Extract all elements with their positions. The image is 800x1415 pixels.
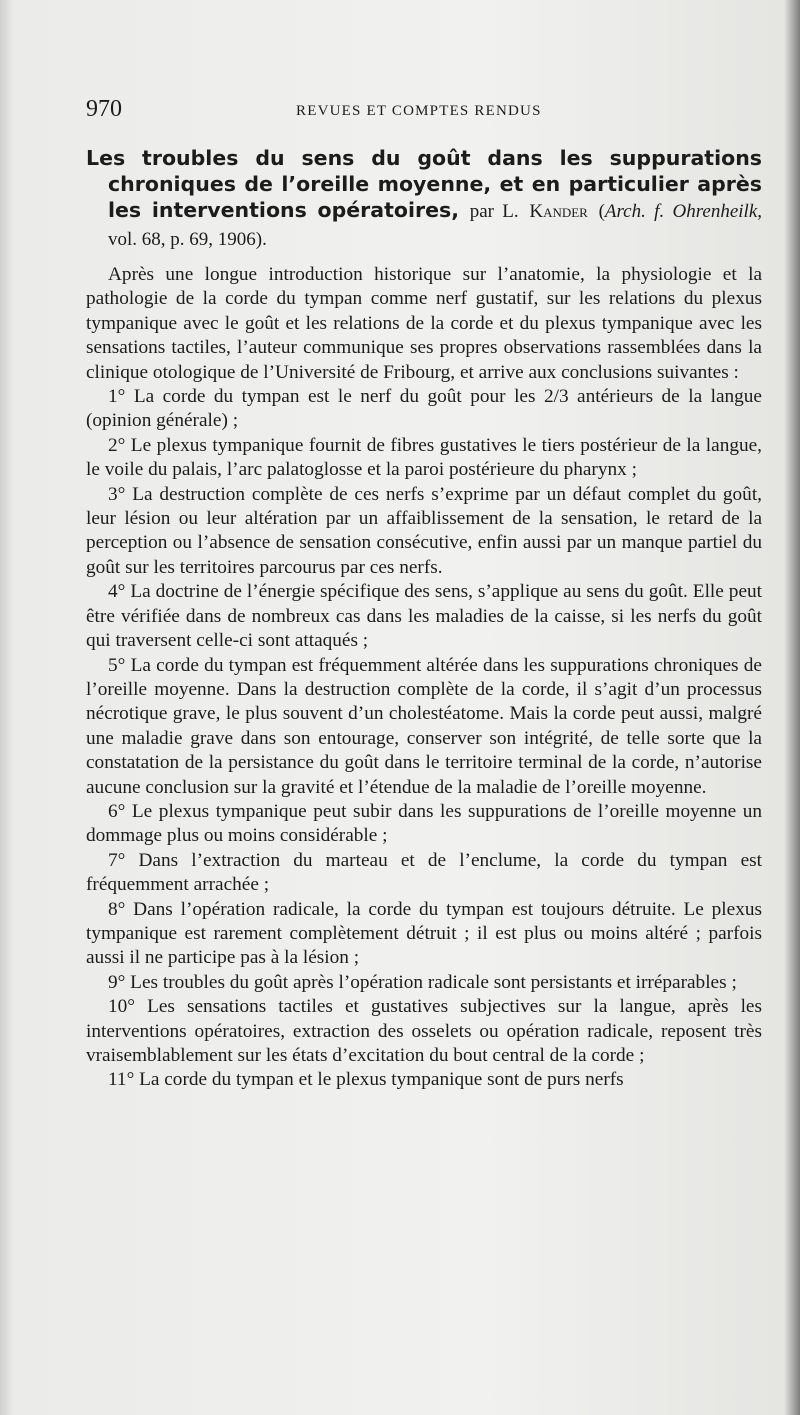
article-title: Les troubles du sens du goût dans les suppurations chroniques de l’oreille moyenne, et en particulier après les interventions opératoires,	[86, 146, 762, 222]
page-edge-shadow	[784, 0, 800, 1415]
paragraph-conclusion-3: 3° La destruction complète de ces nerfs s’exprime par un défaut complet du goût, leur lésion ou leur altération par un affaiblissement de la sensation, le retard de la perception ou l’absence de sensation consécutive, enfin aussi par un manque partiel du goût sur les territoires parcourus par ces nerfs.	[86, 483, 762, 578]
paragraph-conclusion-1: 1° La corde du tympan est le nerf du goût pour les 2/3 antérieurs de la langue (opinion générale) ;	[86, 386, 762, 432]
paragraph-conclusion-10: 10° Les sensations tactiles et gustatives subjectives sur la langue, après les interventions opératoires, extraction des osselets ou opération radicale, reposent très vraisemblablement sur les états d’excitation du bout central de la corde ;	[86, 996, 762, 1066]
running-head: REVUES ET COMPTES RENDUS	[296, 103, 542, 119]
paragraph-conclusion-7: 7° Dans l’extraction du marteau et de l’enclume, la corde du tympan est fréquemment arrachée ;	[86, 849, 762, 896]
paragraph-conclusion-11: 11° La corde du tympan et le plexus tympanique sont de purs nerfs	[108, 1069, 624, 1091]
byline-prefix: par L.	[469, 201, 519, 222]
paragraph-conclusion-9: 9° Les troubles du goût après l’opération radicale sont persistants et irréparables ;	[108, 971, 737, 993]
article	[86, 145, 762, 1093]
paragraph-conclusion-6: 6° Le plexus tympanique peut subir dans les suppurations de l’oreille moyenne un dommage plus ou moins considérable ;	[86, 800, 762, 847]
paragraph-intro: Après une longue introduction historique sur l’anatomie, la physiologie et la pathologie de la corde du tympan comme nerf gustatif, sur les relations du plexus tympanique avec le goût et les relations de la corde et du plexus tympanique avec les sensations tactiles, l’auteur communique ses propres observations rassemblées dans la clinique otologique de l’Université de Fribourg, et arrive aux conclusions suivantes :	[86, 264, 762, 383]
journal-name: Arch. f. Ohrenheilk	[604, 201, 758, 222]
page-number: 970	[86, 96, 122, 122]
citation-open: (	[598, 201, 605, 222]
paragraph-conclusion-4: 4° La doctrine de l’énergie spécifique des sens, s’applique au sens du goût. Elle peut être vérifiée dans de nombreux cas dans les maladies de la caisse, si les nerfs du goût qui traversent celle-ci sont attaqués ;	[86, 581, 762, 652]
article-body	[86, 263, 762, 1093]
article-heading	[86, 145, 762, 253]
paragraph-conclusion-8: 8° Dans l’opération radicale, la corde du tympan est toujours détruite. Le plexus tympanique est rarement complètement détruit ; il est plus ou moins altéré ; parfois aussi il ne participe pas à la lésion ;	[86, 898, 762, 969]
paragraph-conclusion-2: 2° Le plexus tympanique fournit de fibres gustatives le tiers postérieur de la langue, le voile du palais, l’arc palatoglosse et la paroi postérieure du pharynx ;	[86, 434, 762, 481]
paragraph-conclusion-5: 5° La corde du tympan est fréquemment altérée dans les suppurations chroniques de l’oreille moyenne. Dans la destruction complète de la corde, il s’agit d’un processus nécrotique grave, le plus souvent d’un cholestéatome. Mais la corde peut aussi, malgré une maladie grave dans son entourage, conserver son intégrité, de telle sorte que la constatation de la persistance du goût dans le territoire terminal de la corde, n’autorise aucune conclusion sur la gravité et l’étendue de la maladie de l’oreille moyenne.	[86, 654, 762, 798]
author-name: Kander	[529, 201, 588, 222]
citation-details: , vol. 68, p. 69, 1906).	[108, 201, 763, 250]
page-header	[86, 96, 760, 126]
